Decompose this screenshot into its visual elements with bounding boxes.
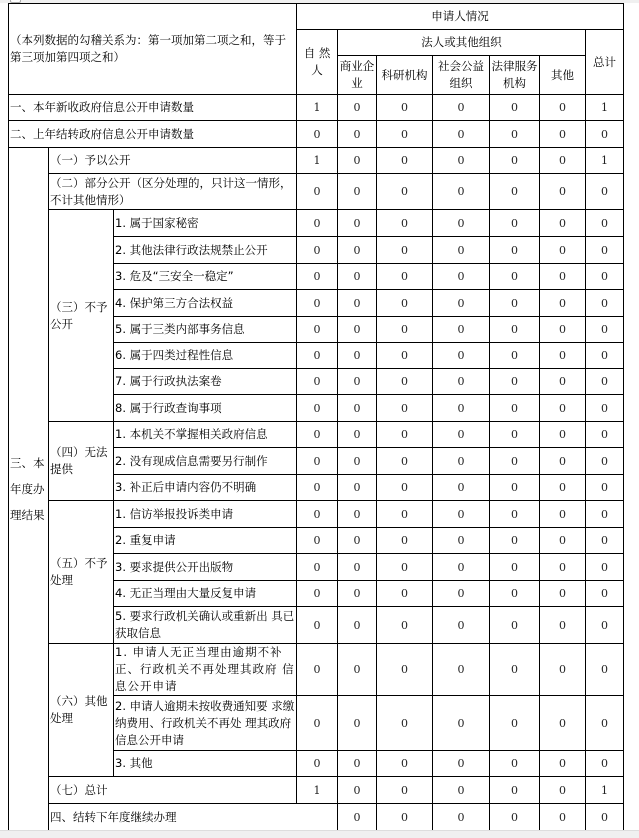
row-label: 四、结转下年度继续办理	[49, 804, 338, 831]
cell: 0	[377, 148, 433, 174]
cell: 0	[338, 554, 377, 581]
cell: 0	[490, 343, 540, 369]
row-label: 3. 要求提供公开出版物	[114, 554, 297, 581]
cell: 0	[338, 448, 377, 475]
cell: 0	[377, 174, 433, 210]
table-row	[9, 121, 624, 148]
cell: 0	[377, 528, 433, 554]
cell: 0	[433, 264, 490, 290]
cell: 0	[338, 607, 377, 644]
cell: 0	[297, 751, 338, 777]
cell: 0	[338, 95, 377, 121]
cell: 0	[586, 448, 624, 475]
cell: 0	[297, 395, 338, 422]
cell: 0	[377, 395, 433, 422]
cell: 1	[586, 95, 624, 121]
cell: 0	[433, 148, 490, 174]
cell: 0	[540, 501, 586, 528]
cell: 0	[338, 343, 377, 369]
cell: 0	[433, 475, 490, 501]
cell: 1	[586, 148, 624, 174]
row-label: （七）总计	[49, 777, 297, 804]
cell: 0	[490, 174, 540, 210]
cell: 0	[490, 290, 540, 317]
header-note: （本列数据的勾稽关系为：第一项加第二项之和，等于第三项加第四项之和）	[9, 4, 297, 95]
cell: 0	[433, 237, 490, 264]
cell: 0	[297, 264, 338, 290]
row-label: 1. 信访举报投诉类申请	[114, 501, 297, 528]
cell: 0	[297, 607, 338, 644]
header-legal-or-other-org: 法人或其他组织	[338, 30, 586, 56]
col-other: 其他	[540, 56, 586, 95]
cell: 0	[586, 528, 624, 554]
cell: 0	[490, 475, 540, 501]
cell: 0	[338, 804, 377, 831]
cell: 0	[377, 343, 433, 369]
cell: 0	[338, 422, 377, 448]
cell: 0	[297, 528, 338, 554]
row-label: 8. 属于行政查询事项	[114, 395, 297, 422]
table-row	[9, 210, 624, 237]
cell: 0	[490, 210, 540, 237]
cell: 0	[377, 121, 433, 148]
cell: 0	[490, 369, 540, 395]
cell: 0	[540, 475, 586, 501]
cell: 0	[297, 696, 338, 751]
gov-info-disclosure-table	[8, 3, 624, 831]
row-label: 5. 属于三类内部事务信息	[114, 317, 297, 343]
cell: 0	[586, 422, 624, 448]
cell: 0	[338, 475, 377, 501]
cell: 0	[297, 174, 338, 210]
cell: 0	[297, 237, 338, 264]
cell: 0	[490, 751, 540, 777]
cell: 0	[377, 210, 433, 237]
cell: 0	[297, 317, 338, 343]
cell: 0	[433, 210, 490, 237]
group-label: （三）不予公开	[49, 210, 114, 422]
cell: 0	[540, 95, 586, 121]
cell: 0	[586, 696, 624, 751]
row-label: 1. 属于国家秘密	[114, 210, 297, 237]
cell: 0	[586, 751, 624, 777]
cell: 0	[433, 369, 490, 395]
cell: 0	[586, 369, 624, 395]
cell: 0	[433, 121, 490, 148]
table-row	[9, 644, 624, 696]
table-row	[9, 95, 624, 121]
cell: 0	[338, 644, 377, 696]
table-row	[9, 422, 624, 448]
cell: 0	[586, 174, 624, 210]
cell: 0	[586, 210, 624, 237]
cell: 0	[433, 804, 490, 831]
cell: 0	[490, 264, 540, 290]
group-label: （五）不予处理	[49, 501, 114, 644]
row-label: 2. 没有现成信息需要另行制作	[114, 448, 297, 475]
cell: 0	[586, 475, 624, 501]
table-row	[9, 148, 624, 174]
cell: 0	[297, 501, 338, 528]
cell: 1	[297, 148, 338, 174]
cell: 0	[377, 607, 433, 644]
cell: 0	[297, 581, 338, 607]
cell: 0	[377, 369, 433, 395]
cell: 0	[490, 581, 540, 607]
cell: 0	[433, 317, 490, 343]
group-label: （四）无法提供	[49, 422, 114, 501]
cell: 0	[338, 696, 377, 751]
cell: 0	[540, 343, 586, 369]
cell: 0	[377, 751, 433, 777]
cell: 0	[586, 121, 624, 148]
col-research: 科研机构	[377, 56, 433, 95]
cell: 0	[338, 777, 377, 804]
cell: 0	[433, 395, 490, 422]
row-label: （二）部分公开（区分处理的，只计这一情形，不计其他情形）	[49, 174, 297, 210]
cell: 0	[338, 148, 377, 174]
cell: 0	[490, 395, 540, 422]
cell: 0	[297, 475, 338, 501]
cell: 0	[586, 290, 624, 317]
col-natural-person: 自 然 人	[297, 30, 338, 95]
cell: 0	[297, 343, 338, 369]
cell: 0	[338, 395, 377, 422]
cell: 0	[490, 528, 540, 554]
group-label: （六）其他处理	[49, 644, 114, 777]
cell: 0	[377, 777, 433, 804]
cell: 0	[540, 290, 586, 317]
cell: 0	[586, 581, 624, 607]
row-label: 3. 其他	[114, 751, 297, 777]
cell: 0	[540, 317, 586, 343]
cell: 0	[540, 369, 586, 395]
row-label: 1. 本机关不掌握相关政府信息	[114, 422, 297, 448]
cell: 0	[540, 528, 586, 554]
cell: 0	[377, 422, 433, 448]
row-label: 6. 属于四类过程性信息	[114, 343, 297, 369]
cell: 0	[297, 448, 338, 475]
cell: 0	[433, 696, 490, 751]
cell: 1	[297, 777, 338, 804]
cell: 0	[338, 290, 377, 317]
cell: 0	[377, 581, 433, 607]
cell: 0	[540, 237, 586, 264]
cell: 0	[338, 174, 377, 210]
cell: 0	[586, 395, 624, 422]
cell: 0	[586, 264, 624, 290]
cell: 0	[586, 607, 624, 644]
cell: 0	[338, 210, 377, 237]
cell: 0	[490, 448, 540, 475]
cell: 0	[433, 528, 490, 554]
cell: 0	[377, 696, 433, 751]
row-label: 3. 补正后申请内容仍不明确	[114, 475, 297, 501]
cell: 0	[490, 422, 540, 448]
cell: 0	[433, 343, 490, 369]
cell: 0	[490, 777, 540, 804]
col-legal-service: 法律服务机构	[490, 56, 540, 95]
cell: 0	[433, 751, 490, 777]
cell: 0	[540, 777, 586, 804]
cell: 0	[433, 554, 490, 581]
cell: 0	[540, 448, 586, 475]
cell: 0	[377, 237, 433, 264]
cell: 0	[586, 343, 624, 369]
cell: 0	[338, 751, 377, 777]
table-row	[9, 501, 624, 528]
cell: 0	[490, 237, 540, 264]
cell: 0	[433, 290, 490, 317]
cell: 0	[490, 148, 540, 174]
cell: 0	[297, 369, 338, 395]
cell: 0	[338, 317, 377, 343]
cell: 0	[540, 644, 586, 696]
cell: 0	[490, 804, 540, 831]
cell: 0	[377, 317, 433, 343]
cell: 0	[540, 607, 586, 644]
section3-label: 三、本年度办理结果	[9, 148, 49, 831]
cell: 0	[586, 317, 624, 343]
cell: 0	[377, 475, 433, 501]
row-label: 3. 危及“三安全一稳定”	[114, 264, 297, 290]
table-row	[9, 174, 624, 210]
cell: 0	[433, 422, 490, 448]
row-label: （一）予以公开	[49, 148, 297, 174]
cell: 0	[433, 448, 490, 475]
cell: 0	[377, 554, 433, 581]
row-label: 5. 要求行政机关确认或重新出 具已获取信息	[114, 607, 297, 644]
cell: 0	[433, 644, 490, 696]
cell: 0	[338, 237, 377, 264]
cell: 0	[433, 95, 490, 121]
cell: 0	[540, 210, 586, 237]
table-row	[9, 777, 624, 804]
col-total: 总计	[586, 30, 624, 95]
cell: 0	[377, 95, 433, 121]
cell: 0	[490, 317, 540, 343]
cell: 0	[586, 804, 624, 831]
row-label: 一、本年新收政府信息公开申请数量	[9, 95, 297, 121]
cell: 0	[586, 554, 624, 581]
cell: 0	[540, 581, 586, 607]
cell: 0	[377, 264, 433, 290]
cell: 0	[297, 290, 338, 317]
row-label: 1. 申请人无正当理由逾期不补正、行政机关不再处理其政府 信息公开申请	[114, 644, 297, 696]
col-business: 商业企业	[338, 56, 377, 95]
cell: 0	[490, 554, 540, 581]
cell: 1	[586, 777, 624, 804]
cell: 0	[586, 237, 624, 264]
cell: 0	[433, 581, 490, 607]
cell: 0	[338, 121, 377, 148]
cell: 0	[338, 369, 377, 395]
cell: 0	[377, 501, 433, 528]
cell: 0	[540, 395, 586, 422]
cell: 0	[490, 95, 540, 121]
row-label: 2. 重复申请	[114, 528, 297, 554]
cell: 0	[377, 644, 433, 696]
cell: 0	[433, 174, 490, 210]
cell: 1	[297, 95, 338, 121]
cell: 0	[540, 148, 586, 174]
col-public-welfare: 社会公益组织	[433, 56, 490, 95]
cell: 0	[297, 422, 338, 448]
table-row	[9, 804, 624, 831]
row-label: 2. 申请人逾期未按收费通知要 求缴纳费用、行政机关不再处 理其政府信息公开申请	[114, 696, 297, 751]
cell: 0	[338, 501, 377, 528]
cell: 0	[540, 121, 586, 148]
cell: 0	[540, 554, 586, 581]
cell: 0	[297, 554, 338, 581]
cell: 0	[586, 501, 624, 528]
row-label: 2. 其他法律行政法规禁止公开	[114, 237, 297, 264]
cell: 0	[490, 644, 540, 696]
cell: 0	[490, 607, 540, 644]
cell: 0	[433, 777, 490, 804]
cell: 0	[377, 290, 433, 317]
cell: 0	[338, 581, 377, 607]
cell: 0	[338, 528, 377, 554]
cell: 0	[297, 644, 338, 696]
row-label: 二、上年结转政府信息公开申请数量	[9, 121, 297, 148]
cell: 0	[540, 696, 586, 751]
cell: 0	[490, 121, 540, 148]
cell: 0	[433, 501, 490, 528]
cell: 0	[540, 174, 586, 210]
header-applicant-situation: 申请人情况	[297, 4, 624, 30]
cell: 0	[338, 264, 377, 290]
cell: 0	[540, 264, 586, 290]
cell: 0	[490, 501, 540, 528]
row-label: 7. 属于行政执法案卷	[114, 369, 297, 395]
cell: 0	[433, 607, 490, 644]
row-label: 4. 无正当理由大量反复申请	[114, 581, 297, 607]
cell: 0	[540, 422, 586, 448]
cell: 0	[490, 696, 540, 751]
row-label: 4. 保护第三方合法权益	[114, 290, 297, 317]
cell: 0	[297, 121, 338, 148]
cell: 0	[377, 804, 433, 831]
cell: 0	[540, 804, 586, 831]
cell: 0	[586, 644, 624, 696]
cell: 0	[297, 210, 338, 237]
cell: 0	[540, 751, 586, 777]
cell: 0	[377, 448, 433, 475]
